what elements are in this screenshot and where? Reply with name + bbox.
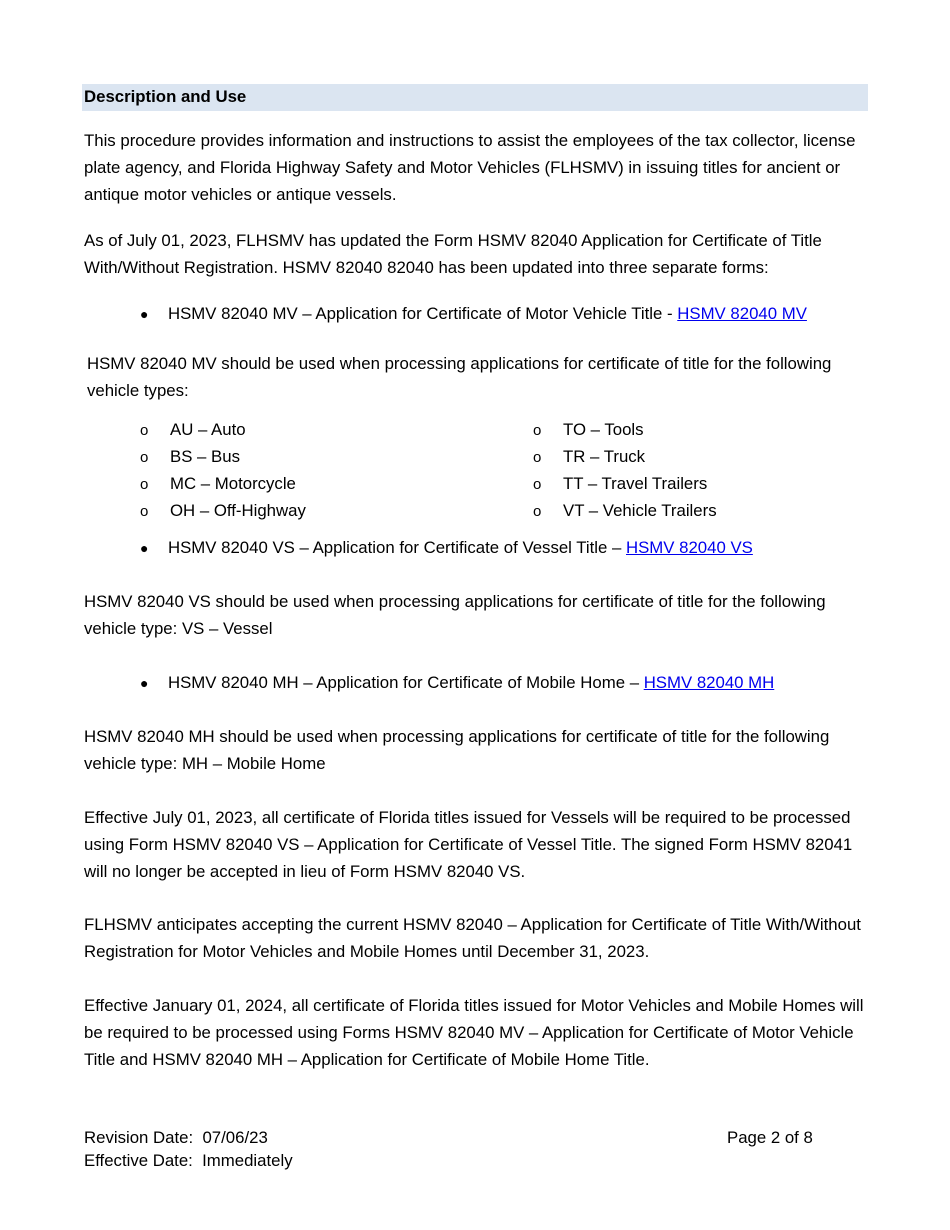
effective-date: Effective Date: Immediately bbox=[84, 1151, 293, 1170]
list-item: o BS – Bus bbox=[140, 443, 440, 470]
vs-types-paragraph: HSMV 82040 VS should be used when processing applications for certificate of title for the following vehicle type: VS – Vessel bbox=[84, 592, 826, 638]
bullet-mh-text: HSMV 82040 MH – Application for Certificate of Mobile Home – bbox=[168, 673, 644, 692]
bullet-mh bbox=[140, 669, 880, 697]
list-item: o TO – Tools bbox=[533, 416, 833, 443]
circle-bullet-icon: o bbox=[533, 503, 542, 520]
vessel-effective-paragraph: Effective July 01, 2023, all certificate of Florida titles issued for Vessels will be required to be processed using Form HSMV 82040 VS – Application for Certificate of Vessel Title. The signed Form HSMV 82041 will no longer be accepted in lieu of Form HSMV 82040 VS. bbox=[84, 808, 853, 881]
revision-date: Revision Date: 07/06/23 bbox=[84, 1128, 268, 1147]
bullet-vs bbox=[140, 534, 880, 562]
circle-bullet-icon: o bbox=[140, 422, 149, 439]
forms-update-paragraph: As of July 01, 2023, FLHSMV has updated the Form HSMV 82040 Application for Certificate of Title With/Without Registration. HSMV 82040 82040 has been updated into three separate forms: bbox=[84, 231, 822, 277]
circle-bullet-icon: o bbox=[140, 449, 149, 466]
bullet-mv-text: HSMV 82040 MV – Application for Certificate of Motor Vehicle Title - bbox=[168, 304, 678, 323]
page-number: Page 2 of 8 bbox=[727, 1128, 813, 1147]
list-item: o MC – Motorcycle bbox=[140, 470, 440, 497]
list-item: o AU – Auto bbox=[140, 416, 440, 443]
bullet-dot-icon: ● bbox=[140, 540, 149, 556]
footer bbox=[84, 1126, 293, 1172]
bullet-vs-text: HSMV 82040 VS – Application for Certificate of Vessel Title – bbox=[168, 538, 626, 557]
list-item: o OH – Off-Highway bbox=[140, 497, 440, 524]
section-header: Description and Use bbox=[82, 84, 868, 111]
circle-bullet-icon: o bbox=[533, 422, 542, 439]
circle-bullet-icon: o bbox=[533, 449, 542, 466]
circle-bullet-icon: o bbox=[140, 503, 149, 520]
bullet-dot-icon: ● bbox=[140, 306, 149, 322]
list-item: o VT – Vehicle Trailers bbox=[533, 497, 833, 524]
anticipation-paragraph: FLHSMV anticipates accepting the current HSMV 82040 – Application for Certificate of Title With/Without Registration for Motor Vehicles and Mobile Homes until December 31, 2023. bbox=[84, 915, 861, 961]
mv-types-paragraph: HSMV 82040 MV should be used when processing applications for certificate of title for the following vehicle types: bbox=[87, 354, 832, 400]
link-hsmv-82040-vs[interactable]: HSMV 82040 VS bbox=[626, 538, 753, 557]
bullet-mv bbox=[140, 300, 880, 328]
link-hsmv-82040-mh[interactable]: HSMV 82040 MH bbox=[643, 673, 775, 692]
january-effective-paragraph: Effective January 01, 2024, all certificate of Florida titles issued for Motor Vehicles and Mobile Homes will be required to be processed using Forms HSMV 82040 MV – Application for Certificate of Motor Vehicle Title and HSMV 82040 MH – Application for Certificate of Mobile Home Title. bbox=[84, 996, 864, 1069]
list-item: o TT – Travel Trailers bbox=[533, 470, 833, 497]
circle-bullet-icon: o bbox=[140, 476, 149, 493]
vehicle-types-left-column bbox=[140, 416, 440, 524]
vehicle-types-right-column bbox=[533, 416, 833, 524]
list-item: o TR – Truck bbox=[533, 443, 833, 470]
intro-paragraph: This procedure provides information and instructions to assist the employees of the tax collector, license plate agency, and Florida Highway Safety and Motor Vehicles (FLHSMV) in issuing titles for ancient or antique motor vehicles or antique vessels. bbox=[84, 131, 856, 204]
link-hsmv-82040-mv[interactable]: HSMV 82040 MV bbox=[677, 304, 807, 323]
circle-bullet-icon: o bbox=[533, 476, 542, 493]
bullet-dot-icon: ● bbox=[140, 675, 149, 691]
mh-types-paragraph: HSMV 82040 MH should be used when processing applications for certificate of title for the following vehicle type: MH – Mobile Home bbox=[84, 727, 830, 773]
